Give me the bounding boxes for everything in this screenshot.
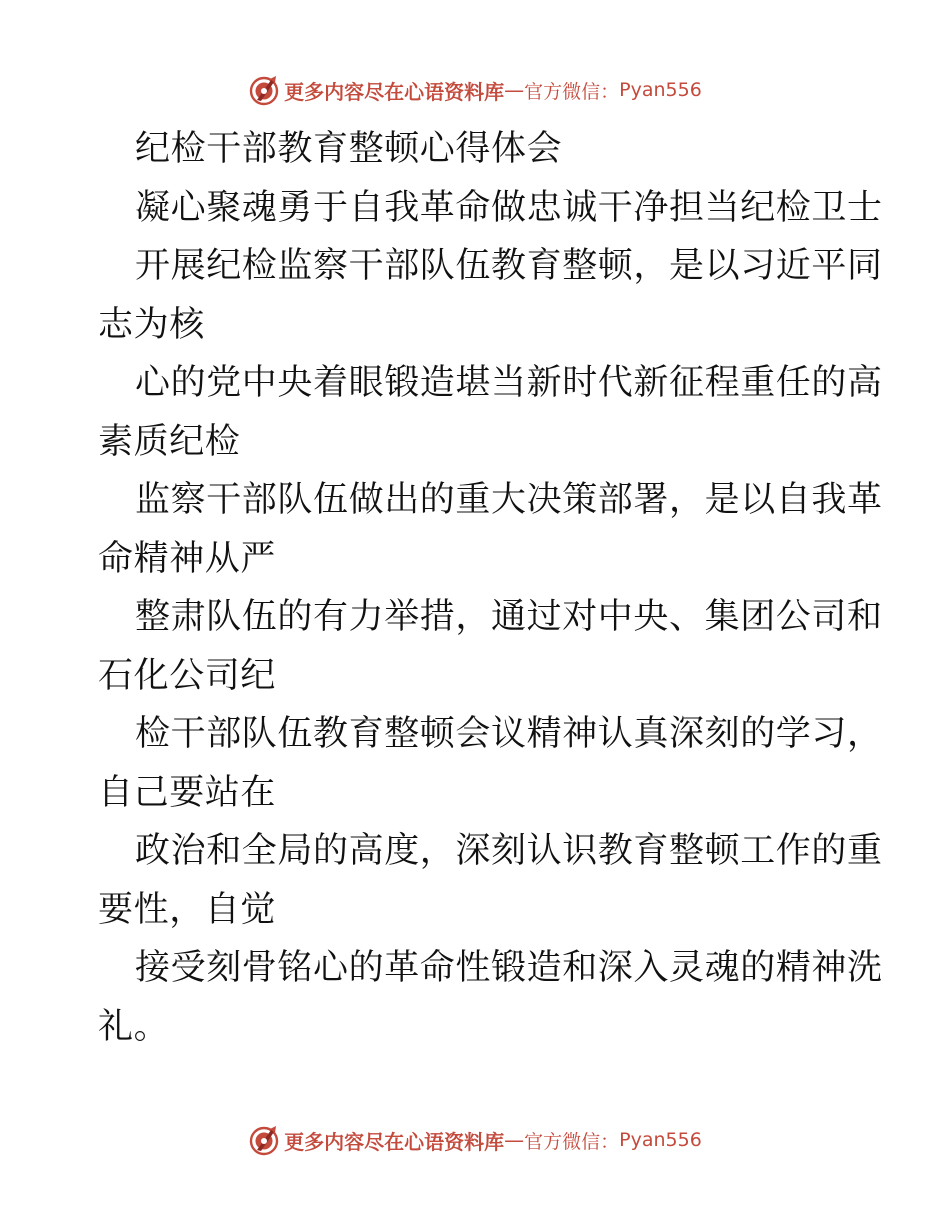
paragraph-line: 政治和全局的高度，深刻认识教育整顿工作的重 <box>135 831 883 871</box>
banner-dash: — <box>504 78 525 102</box>
banner-wechat-account: Pyan556 <box>619 1129 702 1151</box>
paragraph-line: 检干部队伍教育整顿会议精神认真深刻的学习， <box>135 714 883 754</box>
banner-wechat-label: 官方微信： <box>524 1130 620 1153</box>
paragraph-line: 命精神从严 <box>98 538 277 579</box>
footer-banner <box>0 1120 950 1160</box>
banner-wechat-label: 官方微信： <box>524 80 620 103</box>
document-title: 纪检干部教育整顿心得体会 <box>135 129 563 169</box>
paragraph-line: 自己要站在 <box>98 772 277 813</box>
banner-slogan: 更多内容尽在心语资料库 <box>284 1129 505 1154</box>
header-banner <box>0 70 950 110</box>
quill-pen-logo-icon <box>248 74 280 106</box>
paragraph-line: 监察干部队伍做出的重大决策部署，是以自我革 <box>135 480 883 520</box>
paragraph-line: 素质纪检 <box>98 421 241 462</box>
paragraph-line: 接受刻骨铭心的革命性锻造和深入灵魂的精神洗 <box>135 948 883 988</box>
paragraph-line: 整肃队伍的有力举措，通过对中央、集团公司和 <box>135 597 883 637</box>
paragraph-line: 礼。 <box>98 1006 170 1047</box>
document-subtitle: 凝心聚魂勇于自我革命做忠诚干净担当纪检卫士 <box>135 187 883 228</box>
quill-pen-logo-icon <box>248 1124 280 1156</box>
paragraph-line: 要性，自觉 <box>98 889 277 930</box>
paragraph-line: 石化公司纪 <box>98 655 277 696</box>
paragraph-line: 心的党中央着眼锻造堪当新时代新征程重任的高 <box>135 363 883 403</box>
paragraph-line: 开展纪检监察干部队伍教育整顿，是以习近平同 <box>135 246 883 286</box>
banner-wechat-account: Pyan556 <box>619 79 702 101</box>
document-body <box>98 120 883 1056</box>
banner-dash: — <box>504 1128 525 1152</box>
paragraph-line: 志为核 <box>98 304 205 345</box>
banner-slogan: 更多内容尽在心语资料库 <box>284 79 505 104</box>
